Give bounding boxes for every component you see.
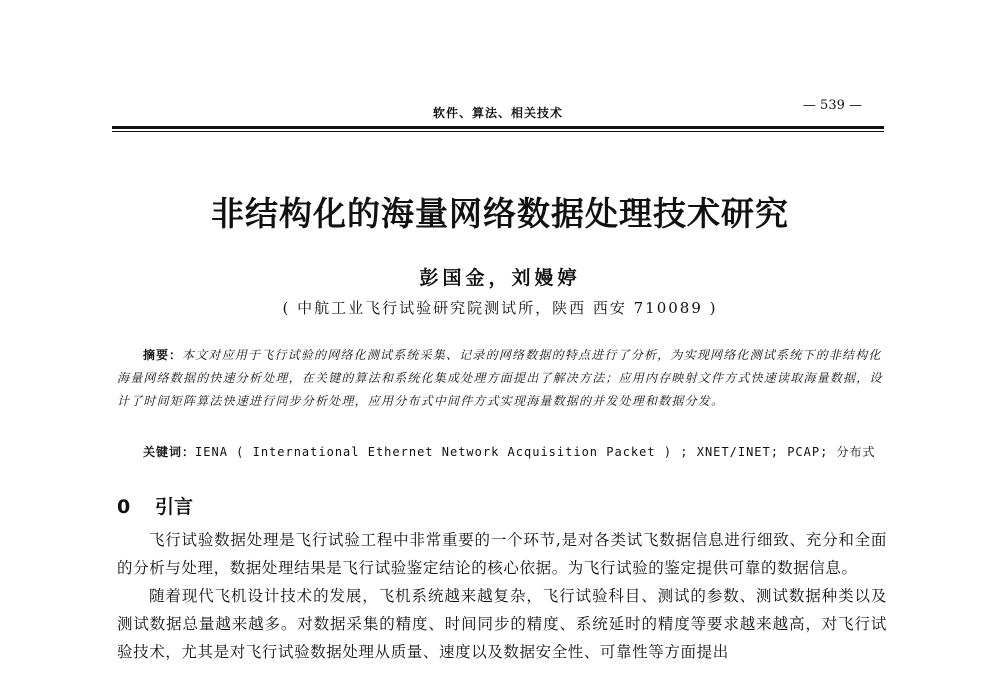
paper-authors: 彭国金，刘嫚婷 [419,267,581,289]
header-rule-thin [112,131,884,132]
paper-affiliation: ( 中航工业飞行试验研究院测试所，陕西 西安 710089 ) [282,299,718,317]
paper-title: 非结构化的海量网络数据处理技术研究 [211,194,789,233]
running-header-section: 软件、算法、相关技术 [432,106,563,120]
section-title: 引言 [155,496,194,518]
body-paragraph-1: 飞行试验数据处理是飞行试验工程中非常重要的一个环节,是对各类试飞数据信息进行细致、充分和全面的分析与处理，数据处理结果是飞行试验鉴定结论的核心依据。为飞行试验的鉴定提供可靠的数据信息。 [117,531,887,577]
header-rule-thick [112,126,884,129]
page-number: — 539 — [802,98,862,113]
section-number: 0 [117,496,131,518]
abstract-label: 摘要： [143,348,183,362]
running-header [112,98,884,124]
abstract-text: 本文对应用于飞行试验的网络化测试系统采集、记录的网络数据的特点进行了分析，为实现网络化测试系统下的非结构化海量网络数据的快速分析处理，在关键的算法和系统化集成处理方面提出了解决方法；应用内存映射文件方式快速读取海量数据，设计了时间矩阵算法快速进行同步分析处理，应用分布式中间件方式实现海量数据的并发处理和数据分发。 [117,348,883,408]
keywords [143,441,887,463]
keywords-text: IENA ( International Ethernet Network Acquisition Packet ) ; XNET/INET; PCAP; 分布式 [195,445,876,459]
abstract [117,344,887,413]
body-paragraph-2: 随着现代飞机设计技术的发展，飞机系统越来越复杂，飞行试验科目、测试的参数、测试数据种类以及测试数据总量越来越多。对数据采集的精度、时间同步的精度、系统延时的精度等要求越来越高，对飞行试验技术，尤其是对飞行试验数据处理从质量、速度以及数据安全性、可靠性等方面提出 [117,587,887,661]
body-text [117,526,887,666]
section-heading [117,492,193,519]
keywords-label: 关键词： [143,445,196,459]
